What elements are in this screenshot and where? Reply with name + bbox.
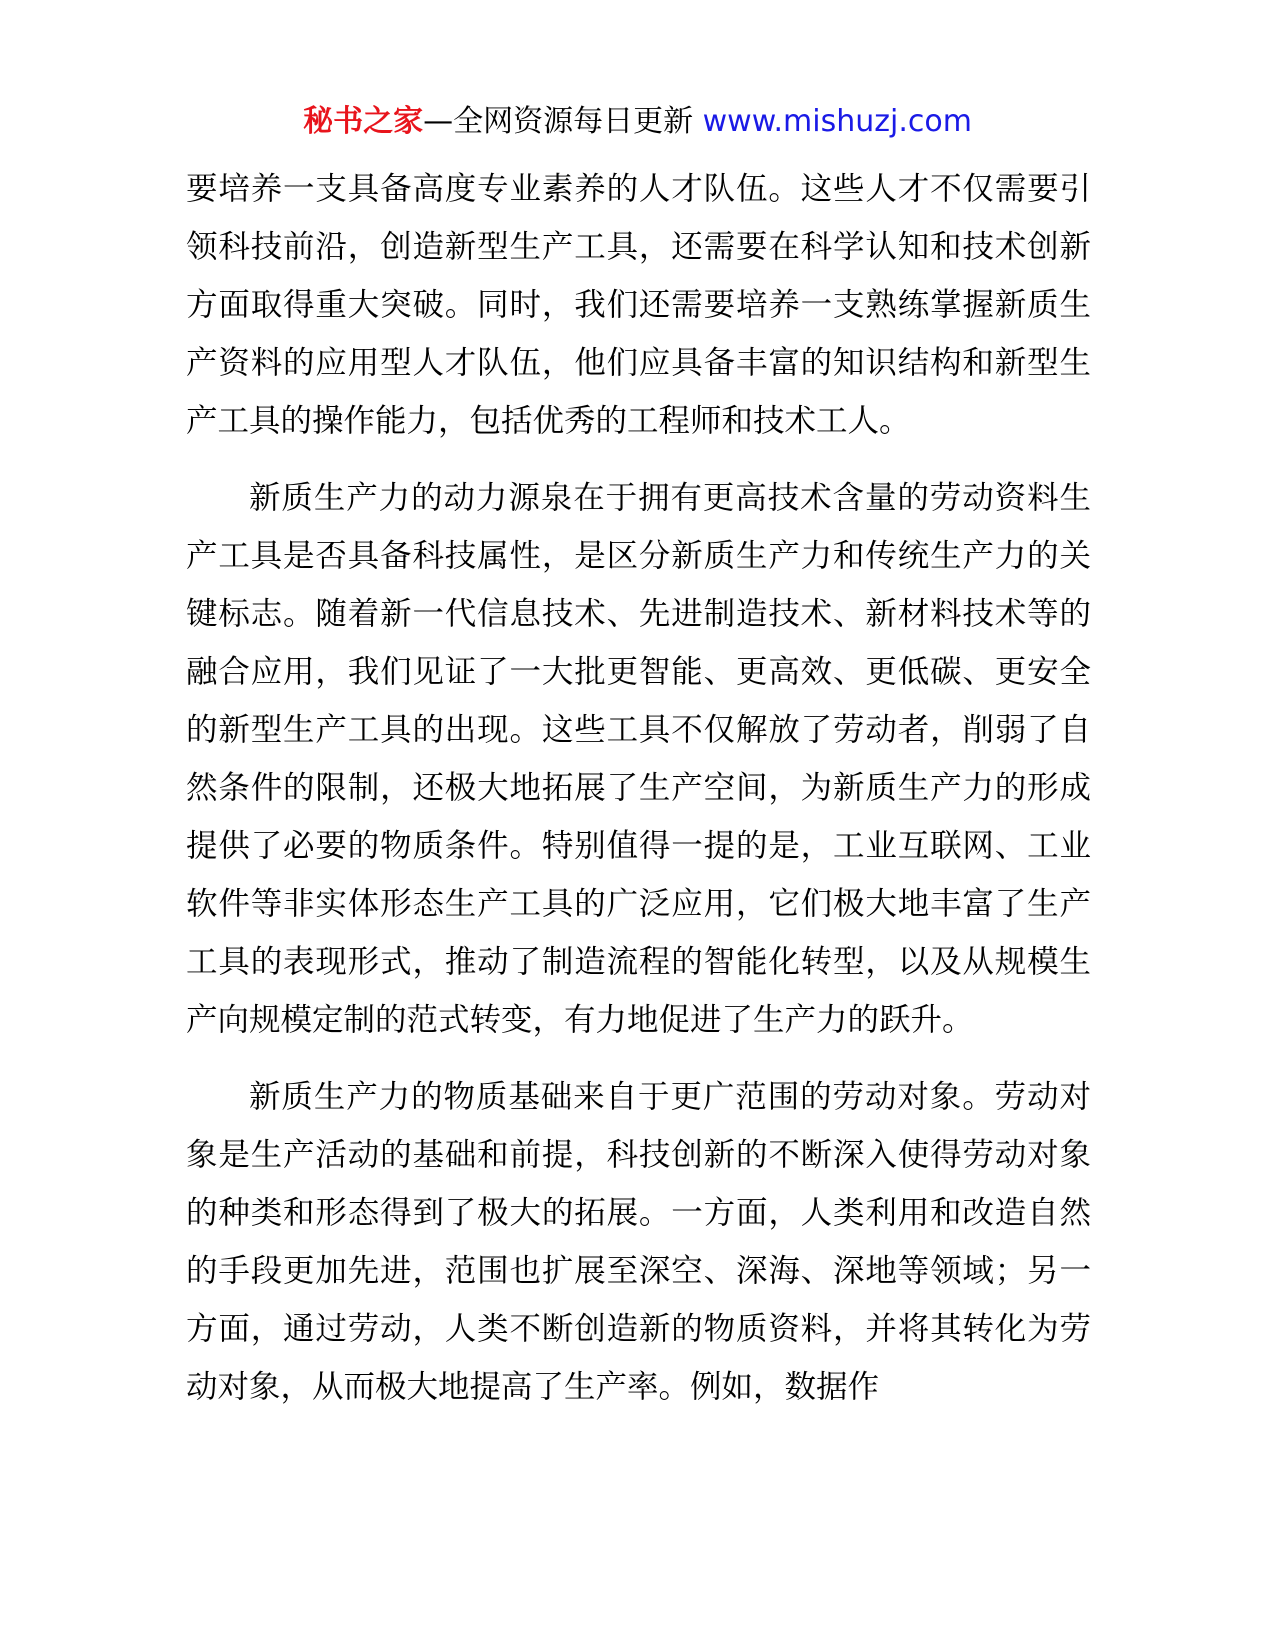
- page-header: [0, 100, 1275, 144]
- site-url-link[interactable]: www.mishuzj.com: [702, 104, 972, 139]
- document-body: [186, 160, 1091, 1435]
- paragraph-3: 新质生产力的物质基础来自于更广范围的劳动对象。劳动对象是生产活动的基础和前提，科技创新的不断深入使得劳动对象的种类和形态得到了极大的拓展。一方面，人类利用和改造自然的手段更加先进，范围也扩展至深空、深海、深地等领域；另一方面，通过劳动，人类不断创造新的物质资料，并将其转化为劳动对象，从而极大地提高了生产率。例如，数据作: [186, 1079, 1091, 1405]
- paragraph-2: 新质生产力的动力源泉在于拥有更高技术含量的劳动资料生产工具是否具备科技属性，是区分新质生产力和传统生产力的关键标志。随着新一代信息技术、先进制造技术、新材料技术等的融合应用，我们见证了一大批更智能、更高效、更低碳、更安全的新型生产工具的出现。这些工具不仅解放了劳动者，削弱了自然条件的限制，还极大地拓展了生产空间，为新质生产力的形成提供了必要的物质条件。特别值得一提的是，工业互联网、工业软件等非实体形态生产工具的广泛应用，它们极大地丰富了生产工具的表现形式，推动了制造流程的智能化转型，以及从规模生产向规模定制的范式转变，有力地促进了生产力的跃升。: [186, 480, 1091, 1038]
- header-tagline: —全网资源每日更新: [423, 104, 694, 139]
- brand-name: 秘书之家: [303, 104, 424, 139]
- paragraph-1: 要培养一支具备高度专业素养的人才队伍。这些人才不仅需要引领科技前沿，创造新型生产工具，还需要在科学认知和技术创新方面取得重大突破。同时，我们还需要培养一支熟练掌握新质生产资料的应用型人才队伍，他们应具备丰富的知识结构和新型生产工具的操作能力，包括优秀的工程师和技术工人。: [186, 171, 1091, 439]
